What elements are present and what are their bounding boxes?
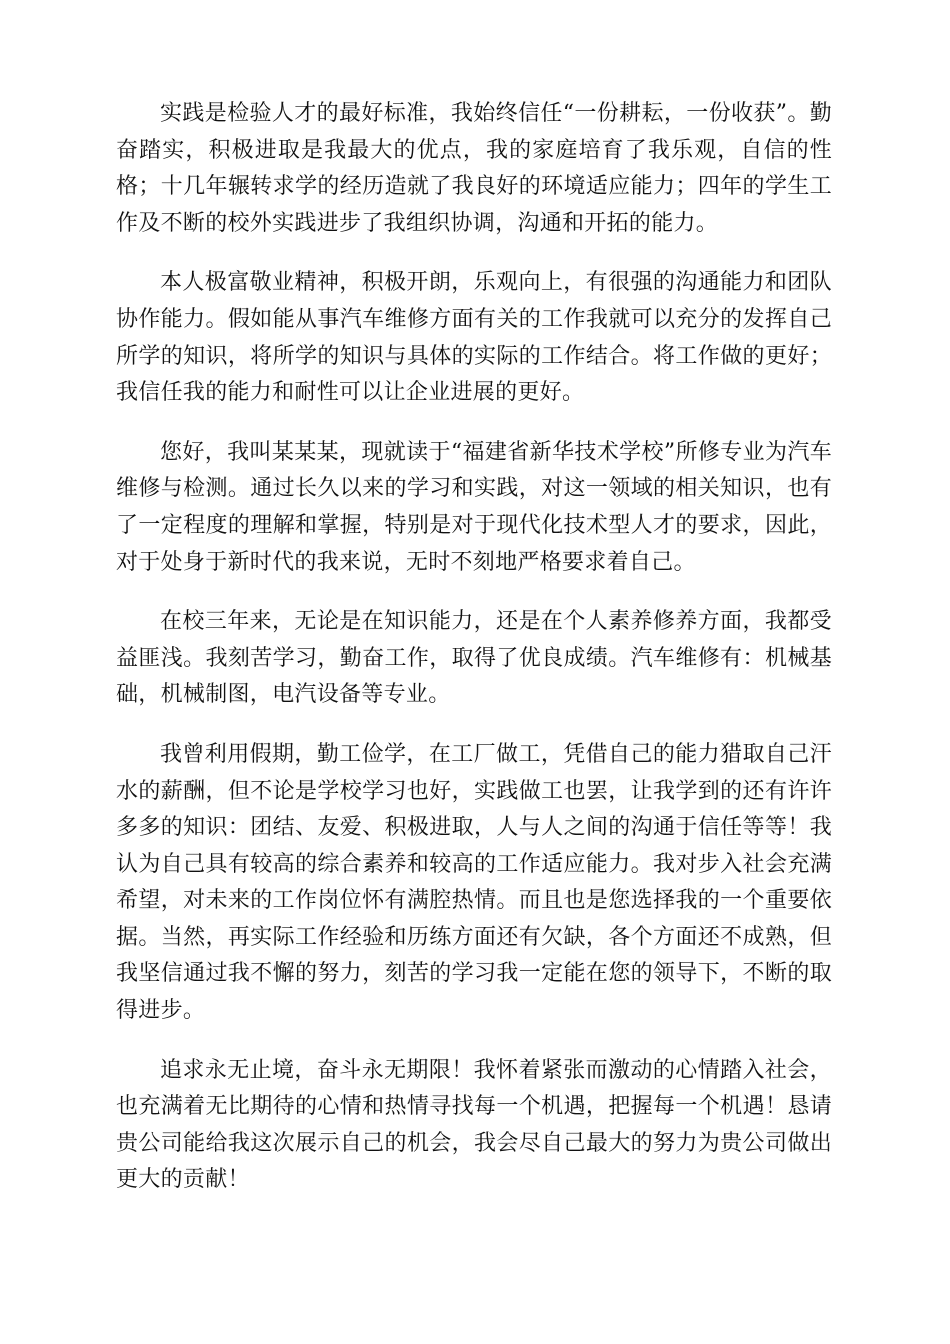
paragraph-5: 我曾利用假期，勤工俭学，在工厂做工，凭借自己的能力猎取自己汗水的薪酬，但不论是学校学习也好，实践做工也罢，让我学到的还有许许多多的知识：团结、友爱、积极进取，人与人之间的沟通于信任等等！我认为自己具有较高的综合素养和较高的工作适应能力。我对步入社会充满希望，对未来的工作岗位怀有满腔热情。而且也是您选择我的一个重要依据。当然，再实际工作经验和历练方面还有欠缺，各个方面还不成熟，但我坚信通过我不懈的努力，刻苦的学习我一定能在您的领导下，不断的取得进步。 [116,741,832,1024]
paragraph-6: 追求永无止境，奋斗永无期限！我怀着紧张而激动的心情踏入社会，也充满着无比期待的心情和热情寻找每一个机遇，把握每一个机遇！恳请贵公司能给我这次展示自己的机会，我会尽自己最大的努力为贵公司做出更大的贡献！ [116,1057,832,1193]
paragraph-4: 在校三年来，无论是在知识能力，还是在个人素养修养方面，我都受益匪浅。我刻苦学习，勤奋工作，取得了优良成绩。汽车维修有：机械基础，机械制图，电汽设备等专业。 [116,609,832,708]
document-body [116,96,832,1222]
paragraph-3: 您好，我叫某某某，现就读于“福建省新华技术学校”所修专业为汽车维修与检测。通过长久以来的学习和实践，对这一领域的相关知识，也有了一定程度的理解和掌握，特别是对于现代化技术型人才的要求，因此，对于处身于新时代的我来说，无时不刻地严格要求着自己。 [116,439,832,575]
paragraph-1: 实践是检验人才的最好标准，我始终信任“一份耕耘，一份收获”。勤奋踏实，积极进取是我最大的优点，我的家庭培育了我乐观，自信的性格；十几年辗转求学的经历造就了我良好的环境适应能力；四年的学生工作及不断的校外实践进步了我组织协调，沟通和开拓的能力。 [116,101,832,236]
paragraph-2: 本人极富敬业精神，积极开朗，乐观向上，有很强的沟通能力和团队协作能力。假如能从事汽车维修方面有关的工作我就可以充分的发挥自己所学的知识，将所学的知识与具体的实际的工作结合。将工作做的更好；我信任我的能力和耐性可以让企业进展的更好。 [116,270,832,406]
